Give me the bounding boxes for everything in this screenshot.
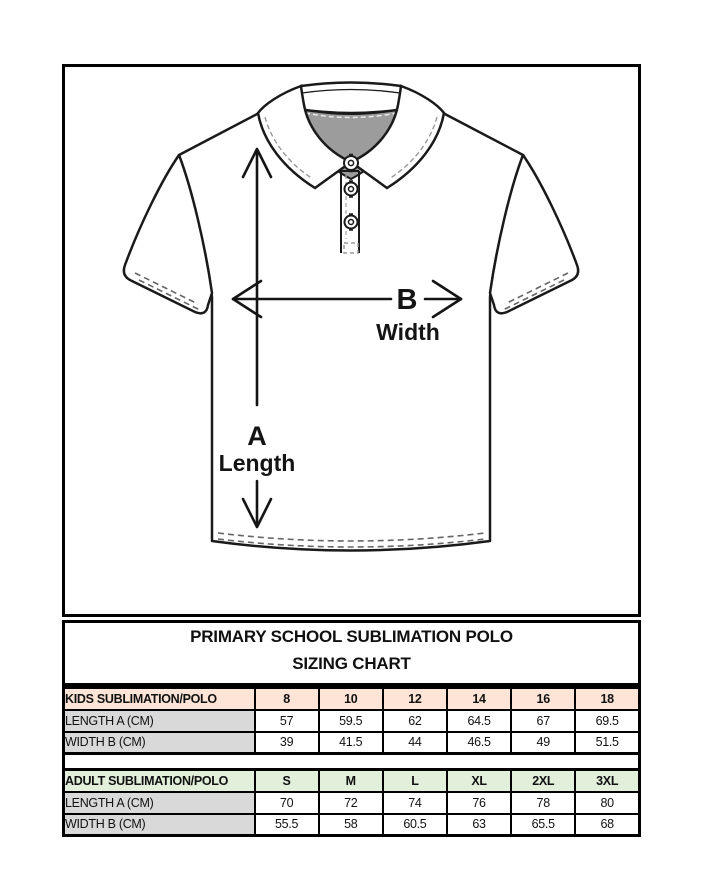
- adult-length-value: 70: [255, 792, 319, 814]
- adult-width-label: WIDTH B (CM): [64, 814, 255, 836]
- kids-length-value: 69.5: [575, 710, 639, 732]
- adult-length-value: 76: [447, 792, 511, 814]
- adult-length-value: 78: [511, 792, 575, 814]
- adult-length-value: 72: [319, 792, 383, 814]
- kids-width-value: 39: [255, 732, 319, 754]
- kids-size-header: 18: [575, 688, 639, 710]
- kids-table-title: KIDS SUBLIMATION/POLO: [64, 688, 255, 710]
- adult-length-value: 74: [383, 792, 447, 814]
- buttons: [344, 155, 358, 231]
- polo-shirt-diagram: [65, 67, 638, 614]
- button-3: [345, 214, 358, 230]
- kids-size-header: 14: [447, 688, 511, 710]
- adult-table-title: ADULT SUBLIMATION/POLO: [64, 770, 255, 792]
- collar-band: [298, 83, 404, 114]
- adult-size-header: L: [383, 770, 447, 792]
- kids-length-value: 57: [255, 710, 319, 732]
- adult-width-value: 58: [319, 814, 383, 836]
- adult-width-value: 68: [575, 814, 639, 836]
- kids-length-row: [64, 710, 640, 732]
- kids-width-value: 46.5: [447, 732, 511, 754]
- adult-length-value: 80: [575, 792, 639, 814]
- kids-header-row: [64, 688, 640, 710]
- button-2: [345, 181, 358, 197]
- width-word-label: Width: [376, 319, 440, 345]
- length-word-label: Length: [218, 450, 296, 476]
- kids-size-header: 8: [255, 688, 319, 710]
- kids-length-label: LENGTH A (CM): [64, 710, 255, 732]
- kids-width-value: 49: [511, 732, 575, 754]
- adult-header-row: [64, 770, 640, 792]
- kids-length-value: 67: [511, 710, 575, 732]
- kids-size-header: 16: [511, 688, 575, 710]
- adult-width-row: [64, 814, 640, 836]
- adult-size-header: XL: [447, 770, 511, 792]
- kids-length-value: 62: [383, 710, 447, 732]
- table-spacer: [62, 755, 641, 768]
- kids-width-value: 41.5: [319, 732, 383, 754]
- adult-size-header: M: [319, 770, 383, 792]
- kids-width-row: [64, 732, 640, 754]
- adult-length-label: LENGTH A (CM): [64, 792, 255, 814]
- kids-size-header: 12: [383, 688, 447, 710]
- kids-width-value: 44: [383, 732, 447, 754]
- kids-width-label: WIDTH B (CM): [64, 732, 255, 754]
- chart-title-line2: SIZING CHART: [292, 653, 411, 673]
- kids-length-value: 59.5: [319, 710, 383, 732]
- width-letter-label: B: [396, 284, 418, 316]
- adult-size-header: 3XL: [575, 770, 639, 792]
- kids-width-value: 51.5: [575, 732, 639, 754]
- kids-sizing-table: [62, 686, 641, 755]
- sizing-chart-sheet: [62, 64, 641, 837]
- adult-width-value: 63: [447, 814, 511, 836]
- kids-size-header: 10: [319, 688, 383, 710]
- chart-title-box: [62, 620, 641, 686]
- adult-width-value: 55.5: [255, 814, 319, 836]
- adult-size-header: S: [255, 770, 319, 792]
- adult-width-value: 60.5: [383, 814, 447, 836]
- length-letter-label: A: [247, 421, 267, 451]
- adult-sizing-table: [62, 768, 641, 837]
- button-1: [344, 155, 358, 172]
- adult-length-row: [64, 792, 640, 814]
- adult-width-value: 65.5: [511, 814, 575, 836]
- chart-title-line1: PRIMARY SCHOOL SUBLIMATION POLO: [190, 626, 513, 646]
- polo-diagram-box: [62, 64, 641, 617]
- adult-size-header: 2XL: [511, 770, 575, 792]
- kids-length-value: 64.5: [447, 710, 511, 732]
